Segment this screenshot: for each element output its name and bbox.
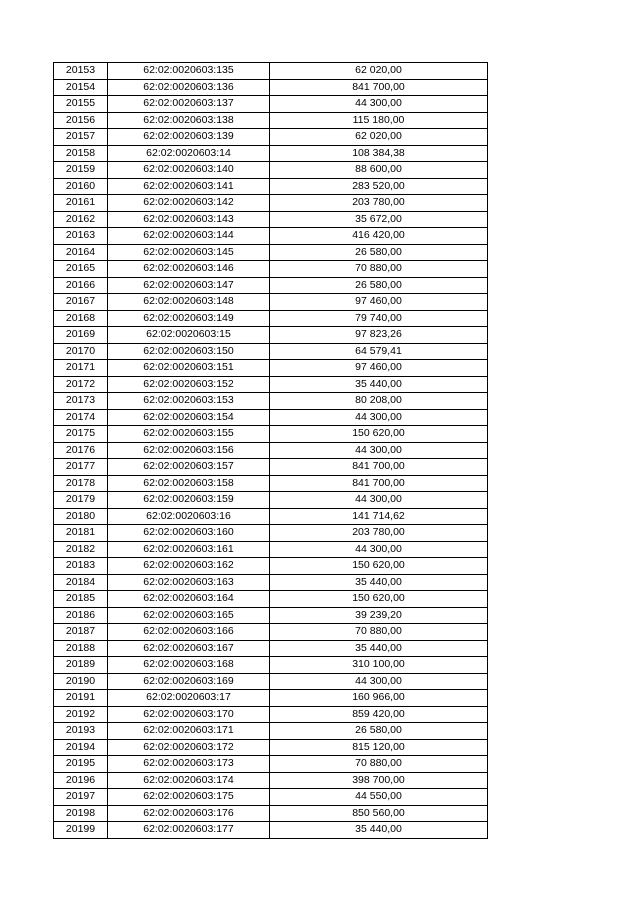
cadastral-number-cell: 62:02:0020603:144 xyxy=(108,228,270,245)
row-number-cell: 20184 xyxy=(54,574,108,591)
cadastral-value-cell: 850 560,00 xyxy=(270,805,488,822)
cadastral-number-cell: 62:02:0020603:15 xyxy=(108,327,270,344)
cadastral-number-cell: 62:02:0020603:155 xyxy=(108,426,270,443)
row-number-cell: 20177 xyxy=(54,459,108,476)
table-row xyxy=(54,640,488,657)
row-number-cell: 20182 xyxy=(54,541,108,558)
cadastral-value-cell: 859 420,00 xyxy=(270,706,488,723)
cadastral-number-cell: 62:02:0020603:152 xyxy=(108,376,270,393)
cadastral-value-cell: 44 300,00 xyxy=(270,541,488,558)
row-number-cell: 20166 xyxy=(54,277,108,294)
row-number-cell: 20181 xyxy=(54,525,108,542)
cadastral-value-cell: 35 440,00 xyxy=(270,640,488,657)
cadastral-value-cell: 815 120,00 xyxy=(270,739,488,756)
cadastral-number-cell: 62:02:0020603:16 xyxy=(108,508,270,525)
cadastral-number-cell: 62:02:0020603:14 xyxy=(108,145,270,162)
table-row xyxy=(54,129,488,146)
cadastral-number-cell: 62:02:0020603:156 xyxy=(108,442,270,459)
table-row xyxy=(54,310,488,327)
table-row xyxy=(54,574,488,591)
cadastral-value-cell: 70 880,00 xyxy=(270,624,488,641)
cadastral-number-cell: 62:02:0020603:149 xyxy=(108,310,270,327)
cadastral-value-cell: 44 300,00 xyxy=(270,409,488,426)
table-row xyxy=(54,360,488,377)
table-row xyxy=(54,261,488,278)
table-row xyxy=(54,327,488,344)
cadastral-value-cell: 97 460,00 xyxy=(270,360,488,377)
cadastral-value-cell: 88 600,00 xyxy=(270,162,488,179)
cadastral-number-cell: 62:02:0020603:171 xyxy=(108,723,270,740)
cadastral-number-cell: 62:02:0020603:167 xyxy=(108,640,270,657)
row-number-cell: 20186 xyxy=(54,607,108,624)
row-number-cell: 20154 xyxy=(54,79,108,96)
table-row xyxy=(54,657,488,674)
row-number-cell: 20161 xyxy=(54,195,108,212)
document-page xyxy=(53,62,487,839)
table-body xyxy=(54,63,488,839)
table-row xyxy=(54,673,488,690)
cadastral-number-cell: 62:02:0020603:162 xyxy=(108,558,270,575)
cadastral-number-cell: 62:02:0020603:166 xyxy=(108,624,270,641)
row-number-cell: 20172 xyxy=(54,376,108,393)
row-number-cell: 20170 xyxy=(54,343,108,360)
cadastral-value-cell: 44 300,00 xyxy=(270,442,488,459)
table-row xyxy=(54,541,488,558)
cadastral-number-cell: 62:02:0020603:164 xyxy=(108,591,270,608)
row-number-cell: 20171 xyxy=(54,360,108,377)
table-row xyxy=(54,475,488,492)
cadastral-value-cell: 160 966,00 xyxy=(270,690,488,707)
row-number-cell: 20153 xyxy=(54,63,108,80)
row-number-cell: 20165 xyxy=(54,261,108,278)
row-number-cell: 20174 xyxy=(54,409,108,426)
table-row xyxy=(54,805,488,822)
cadastral-number-cell: 62:02:0020603:138 xyxy=(108,112,270,129)
cadastral-value-cell: 80 208,00 xyxy=(270,393,488,410)
cadastral-value-cell: 841 700,00 xyxy=(270,475,488,492)
row-number-cell: 20194 xyxy=(54,739,108,756)
table-row xyxy=(54,459,488,476)
row-number-cell: 20180 xyxy=(54,508,108,525)
table-row xyxy=(54,343,488,360)
row-number-cell: 20155 xyxy=(54,96,108,113)
cadastral-value-cell: 35 440,00 xyxy=(270,574,488,591)
cadastral-value-cell: 26 580,00 xyxy=(270,244,488,261)
table-row xyxy=(54,690,488,707)
cadastral-value-cell: 70 880,00 xyxy=(270,261,488,278)
table-row xyxy=(54,79,488,96)
cadastral-value-cell: 203 780,00 xyxy=(270,525,488,542)
table-row xyxy=(54,228,488,245)
cadastral-number-cell: 62:02:0020603:161 xyxy=(108,541,270,558)
table-row xyxy=(54,376,488,393)
table-row xyxy=(54,294,488,311)
cadastral-value-cell: 44 300,00 xyxy=(270,96,488,113)
cadastral-value-cell: 35 440,00 xyxy=(270,376,488,393)
row-number-cell: 20168 xyxy=(54,310,108,327)
row-number-cell: 20178 xyxy=(54,475,108,492)
cadastral-number-cell: 62:02:0020603:159 xyxy=(108,492,270,509)
table-row xyxy=(54,822,488,839)
row-number-cell: 20185 xyxy=(54,591,108,608)
row-number-cell: 20158 xyxy=(54,145,108,162)
row-number-cell: 20192 xyxy=(54,706,108,723)
cadastral-number-cell: 62:02:0020603:147 xyxy=(108,277,270,294)
cadastral-number-cell: 62:02:0020603:158 xyxy=(108,475,270,492)
cadastral-value-cell: 62 020,00 xyxy=(270,63,488,80)
table-row xyxy=(54,789,488,806)
row-number-cell: 20199 xyxy=(54,822,108,839)
table-row xyxy=(54,525,488,542)
cadastral-value-cell: 35 672,00 xyxy=(270,211,488,228)
table-row xyxy=(54,162,488,179)
row-number-cell: 20175 xyxy=(54,426,108,443)
cadastral-value-cell: 70 880,00 xyxy=(270,756,488,773)
table-row xyxy=(54,739,488,756)
row-number-cell: 20193 xyxy=(54,723,108,740)
cadastral-value-cell: 115 180,00 xyxy=(270,112,488,129)
cadastral-number-cell: 62:02:0020603:17 xyxy=(108,690,270,707)
cadastral-number-cell: 62:02:0020603:176 xyxy=(108,805,270,822)
table-row xyxy=(54,558,488,575)
cadastral-number-cell: 62:02:0020603:151 xyxy=(108,360,270,377)
table-row xyxy=(54,426,488,443)
cadastral-number-cell: 62:02:0020603:174 xyxy=(108,772,270,789)
row-number-cell: 20160 xyxy=(54,178,108,195)
cadastral-number-cell: 62:02:0020603:137 xyxy=(108,96,270,113)
row-number-cell: 20169 xyxy=(54,327,108,344)
cadastral-value-cell: 150 620,00 xyxy=(270,426,488,443)
cadastral-number-cell: 62:02:0020603:172 xyxy=(108,739,270,756)
cadastral-value-cell: 44 300,00 xyxy=(270,492,488,509)
row-number-cell: 20183 xyxy=(54,558,108,575)
cadastral-value-cell: 283 520,00 xyxy=(270,178,488,195)
table-row xyxy=(54,211,488,228)
row-number-cell: 20189 xyxy=(54,657,108,674)
table-row xyxy=(54,112,488,129)
cadastral-number-cell: 62:02:0020603:165 xyxy=(108,607,270,624)
cadastral-number-cell: 62:02:0020603:154 xyxy=(108,409,270,426)
cadastral-number-cell: 62:02:0020603:169 xyxy=(108,673,270,690)
cadastral-number-cell: 62:02:0020603:142 xyxy=(108,195,270,212)
cadastral-number-cell: 62:02:0020603:140 xyxy=(108,162,270,179)
table-row xyxy=(54,624,488,641)
cadastral-number-cell: 62:02:0020603:139 xyxy=(108,129,270,146)
cadastral-value-cell: 416 420,00 xyxy=(270,228,488,245)
cadastral-value-cell: 108 384,38 xyxy=(270,145,488,162)
table-row xyxy=(54,178,488,195)
cadastral-number-cell: 62:02:0020603:153 xyxy=(108,393,270,410)
table-row xyxy=(54,244,488,261)
cadastral-value-cell: 26 580,00 xyxy=(270,277,488,294)
table-row xyxy=(54,145,488,162)
table-row xyxy=(54,508,488,525)
row-number-cell: 20195 xyxy=(54,756,108,773)
cadastral-value-cell: 398 700,00 xyxy=(270,772,488,789)
cadastral-number-cell: 62:02:0020603:146 xyxy=(108,261,270,278)
table-row xyxy=(54,607,488,624)
cadastral-value-cell: 64 579,41 xyxy=(270,343,488,360)
row-number-cell: 20190 xyxy=(54,673,108,690)
cadastral-number-cell: 62:02:0020603:143 xyxy=(108,211,270,228)
cadastral-value-cell: 62 020,00 xyxy=(270,129,488,146)
cadastral-number-cell: 62:02:0020603:136 xyxy=(108,79,270,96)
table-row xyxy=(54,756,488,773)
cadastral-number-cell: 62:02:0020603:170 xyxy=(108,706,270,723)
row-number-cell: 20191 xyxy=(54,690,108,707)
table-row xyxy=(54,393,488,410)
row-number-cell: 20167 xyxy=(54,294,108,311)
cadastral-number-cell: 62:02:0020603:148 xyxy=(108,294,270,311)
row-number-cell: 20197 xyxy=(54,789,108,806)
row-number-cell: 20173 xyxy=(54,393,108,410)
table-row xyxy=(54,723,488,740)
cadastral-number-cell: 62:02:0020603:163 xyxy=(108,574,270,591)
cadastral-number-cell: 62:02:0020603:160 xyxy=(108,525,270,542)
cadastral-number-cell: 62:02:0020603:168 xyxy=(108,657,270,674)
table-row xyxy=(54,277,488,294)
cadastral-value-cell: 97 460,00 xyxy=(270,294,488,311)
table-row xyxy=(54,442,488,459)
table-row xyxy=(54,772,488,789)
cadastral-value-cell: 841 700,00 xyxy=(270,459,488,476)
cadastral-value-cell: 310 100,00 xyxy=(270,657,488,674)
cadastral-value-table xyxy=(53,62,488,839)
row-number-cell: 20159 xyxy=(54,162,108,179)
cadastral-value-cell: 97 823,26 xyxy=(270,327,488,344)
row-number-cell: 20179 xyxy=(54,492,108,509)
cadastral-value-cell: 35 440,00 xyxy=(270,822,488,839)
cadastral-value-cell: 150 620,00 xyxy=(270,591,488,608)
cadastral-number-cell: 62:02:0020603:177 xyxy=(108,822,270,839)
row-number-cell: 20162 xyxy=(54,211,108,228)
table-row xyxy=(54,96,488,113)
cadastral-value-cell: 44 300,00 xyxy=(270,673,488,690)
row-number-cell: 20198 xyxy=(54,805,108,822)
row-number-cell: 20188 xyxy=(54,640,108,657)
cadastral-value-cell: 150 620,00 xyxy=(270,558,488,575)
table-row xyxy=(54,706,488,723)
table-row xyxy=(54,63,488,80)
cadastral-value-cell: 203 780,00 xyxy=(270,195,488,212)
cadastral-number-cell: 62:02:0020603:157 xyxy=(108,459,270,476)
row-number-cell: 20156 xyxy=(54,112,108,129)
cadastral-number-cell: 62:02:0020603:141 xyxy=(108,178,270,195)
table-row xyxy=(54,409,488,426)
cadastral-number-cell: 62:02:0020603:175 xyxy=(108,789,270,806)
cadastral-value-cell: 39 239,20 xyxy=(270,607,488,624)
cadastral-number-cell: 62:02:0020603:173 xyxy=(108,756,270,773)
row-number-cell: 20163 xyxy=(54,228,108,245)
cadastral-number-cell: 62:02:0020603:135 xyxy=(108,63,270,80)
row-number-cell: 20157 xyxy=(54,129,108,146)
cadastral-value-cell: 79 740,00 xyxy=(270,310,488,327)
row-number-cell: 20187 xyxy=(54,624,108,641)
row-number-cell: 20176 xyxy=(54,442,108,459)
cadastral-value-cell: 26 580,00 xyxy=(270,723,488,740)
cadastral-number-cell: 62:02:0020603:150 xyxy=(108,343,270,360)
cadastral-value-cell: 141 714,62 xyxy=(270,508,488,525)
cadastral-value-cell: 841 700,00 xyxy=(270,79,488,96)
row-number-cell: 20164 xyxy=(54,244,108,261)
cadastral-value-cell: 44 550,00 xyxy=(270,789,488,806)
cadastral-number-cell: 62:02:0020603:145 xyxy=(108,244,270,261)
table-row xyxy=(54,492,488,509)
table-row xyxy=(54,195,488,212)
row-number-cell: 20196 xyxy=(54,772,108,789)
table-row xyxy=(54,591,488,608)
